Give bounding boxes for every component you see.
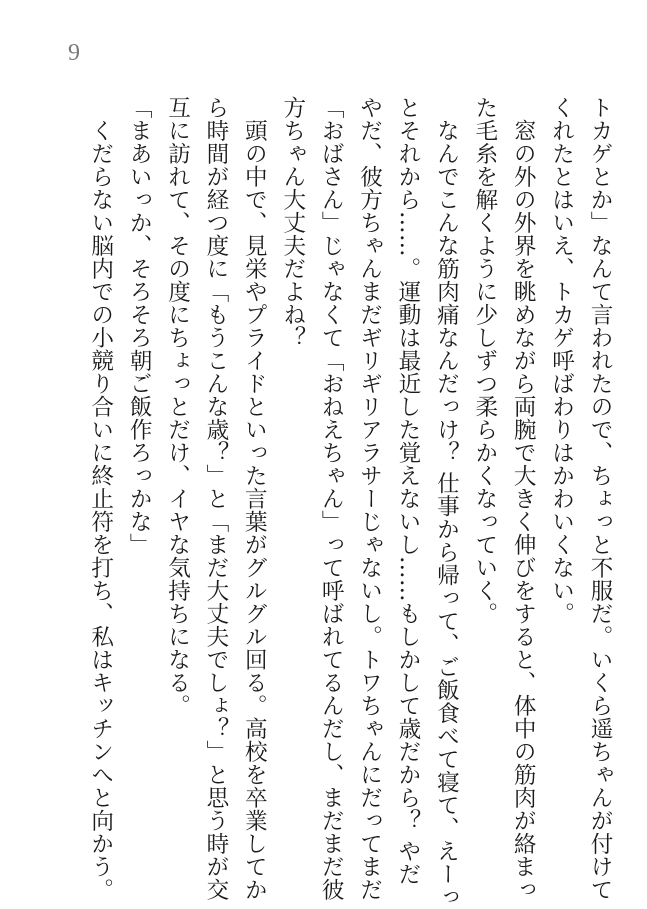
text-line: た毛糸を解くように少しずつ柔らかくなっていく。 xyxy=(471,96,498,625)
text-line: なんでこんな筋肉痛なんだっけ？ 仕事から帰って、ご飯食べて寝て、えーっ xyxy=(433,96,460,909)
text-line: 互に訪れて、その度にちょっとだけ、イヤな気持ちになる。 xyxy=(164,96,191,717)
text-line: 「おばさん」じゃなくて「おねえちゃん」って呼ばれてるんだし、まだまだ彼 xyxy=(318,96,345,901)
page-number: 9 xyxy=(68,40,80,66)
text-line: ら時間が経つ度に「もうこんな歳？」と「まだ大丈夫でしょ？」と思う時が交 xyxy=(202,96,229,901)
text-line: やだ、彼方ちゃんまだギリギリアラサーじゃないし。トワちゃんにだってまだ xyxy=(356,96,383,901)
vertical-text-body xyxy=(81,96,619,909)
text-line: 方ちゃん大丈夫だよね？ xyxy=(279,96,306,349)
text-line: くれたとはいえ、トカゲ呼ばわりはかわいくない。 xyxy=(548,96,575,625)
text-line: くだらない脳内での小競り合いに終止符を打ち、私はキッチンへと向かう。 xyxy=(87,96,114,901)
text-line: 頭の中で、見栄やプライドといった言葉がグルグル回る。高校を卒業してか xyxy=(241,96,268,901)
text-line: 「まあいっか、そろそろ朝ご飯作ろっかな」 xyxy=(126,96,153,556)
text-line: トカゲとか」なんて言われたので、ちょっと不服だ。いくら遥ちゃんが付けて xyxy=(587,96,613,901)
text-line: とそれから……。運動は最近した覚えないし……もしかして歳だから？ やだ xyxy=(394,96,421,886)
text-line: 窓の外の外界を眺めながら両腕で大きく伸びをすると、体中の筋肉が絡まっ xyxy=(510,96,537,901)
